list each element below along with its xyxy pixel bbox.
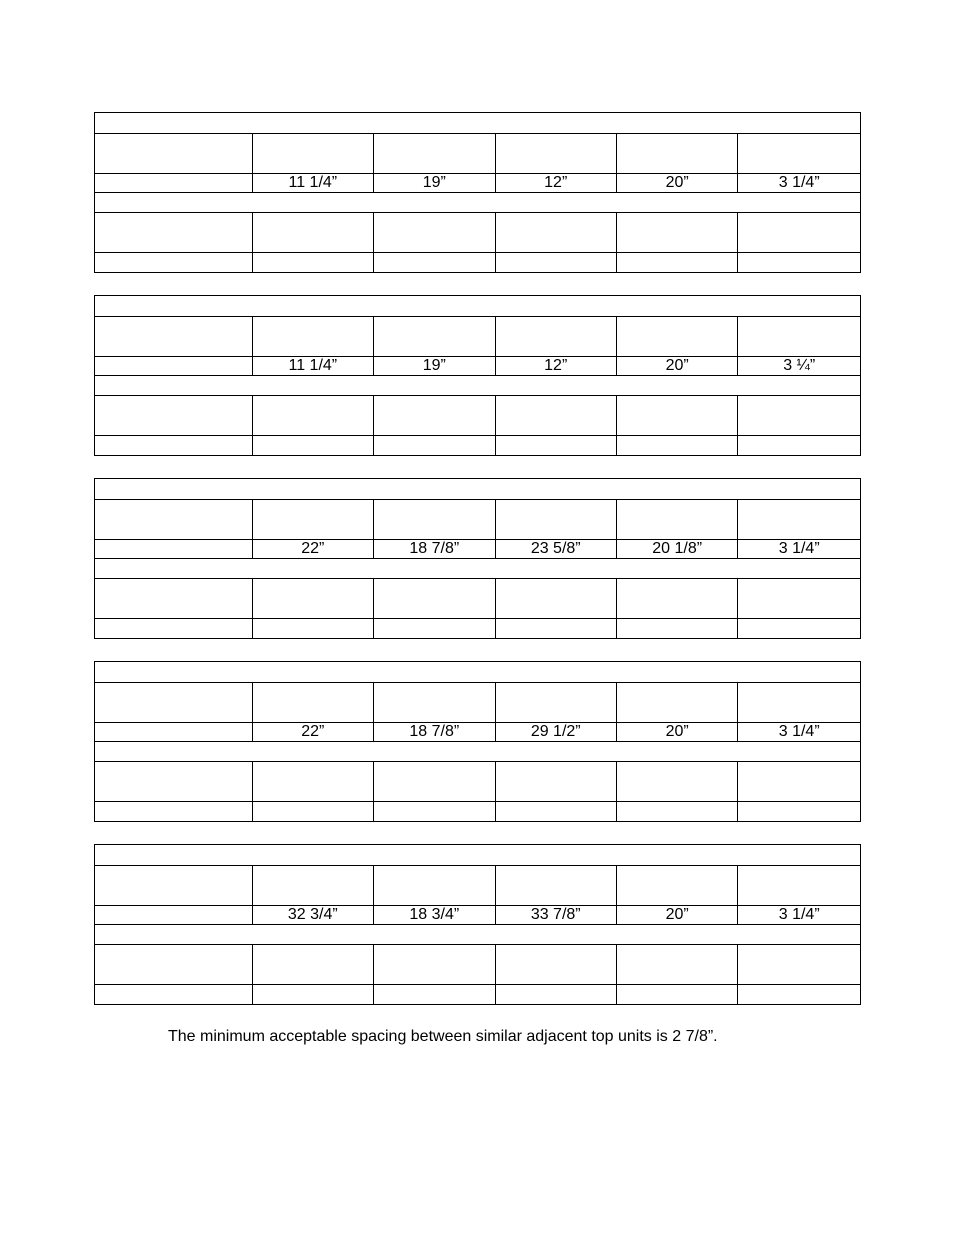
table-cell [95,213,253,253]
dimension-cell [95,540,253,559]
table-row [95,619,861,639]
table-cell [252,436,373,456]
table-row [95,579,861,619]
table-cell [738,945,861,985]
table-cell [95,762,253,802]
dimension-cell: 18 7/8” [374,540,495,559]
table-cell [616,619,737,639]
dimension-cell: 19” [374,357,495,376]
table-cell [95,500,253,540]
table-cell [495,762,616,802]
table-cell [252,396,373,436]
table-cell [495,396,616,436]
table-cell [616,436,737,456]
table-cell [95,113,861,134]
table-row [95,802,861,822]
table-cell [738,317,861,357]
table-cell [374,436,495,456]
dimension-table-1 [94,112,861,273]
dimension-cell: 23 5/8” [495,540,616,559]
table-cell [495,579,616,619]
dimension-table-2 [94,295,861,456]
table-cell [738,579,861,619]
table-cell [616,866,737,906]
table-cell [495,619,616,639]
table-cell [495,134,616,174]
table-row [95,317,861,357]
table-cell [616,683,737,723]
dimension-table-5 [94,844,861,1005]
table-cell [738,213,861,253]
table-cell [616,945,737,985]
dimension-cell [95,723,253,742]
dimension-cell: 18 7/8” [374,723,495,742]
table-cell [495,253,616,273]
dimension-cell: 22” [252,540,373,559]
table-cell [374,253,495,273]
table-cell [252,802,373,822]
table-cell [738,683,861,723]
spacing-footnote: The minimum acceptable spacing between similar adjacent top units is 2 7/8”. [168,1028,718,1045]
table-cell [616,317,737,357]
table-cell [374,866,495,906]
dimension-cell: 3 1/4” [738,723,861,742]
table-cell [616,134,737,174]
table-cell [495,866,616,906]
table-cell [495,683,616,723]
table-cell [95,134,253,174]
table-cell [374,500,495,540]
table-cell [495,436,616,456]
table-cell [95,376,861,396]
table-header-row [95,479,861,500]
dimension-cell: 11 1/4” [252,174,373,193]
table-header-row [95,662,861,683]
table-cell [95,253,253,273]
table-subheader-row [95,193,861,213]
table-cell [495,500,616,540]
table-cell [374,619,495,639]
dimension-cell: 3 1/4” [738,174,861,193]
table-cell [738,619,861,639]
table-cell [616,253,737,273]
dimension-cell: 20 1/8” [616,540,737,559]
table-cell [252,500,373,540]
table-row [95,500,861,540]
dimension-cell: 3 1/4” [738,540,861,559]
table-cell [374,579,495,619]
dimension-cell: 32 3/4” [252,906,373,925]
table-cell [95,436,253,456]
table-cell [252,213,373,253]
table-cell [95,396,253,436]
table-cell [738,500,861,540]
dimension-cell: 20” [616,906,737,925]
table-subheader-row [95,559,861,579]
table-header-row [95,845,861,866]
table-cell [616,396,737,436]
dimension-cell: 33 7/8” [495,906,616,925]
table-cell [252,683,373,723]
table-cell [738,802,861,822]
dimension-cell: 18 3/4” [374,906,495,925]
dimensions-row [95,540,861,559]
table-header-row [95,296,861,317]
table-cell [616,579,737,619]
table-cell [495,945,616,985]
table-cell [95,579,253,619]
table-cell [95,193,861,213]
table-subheader-row [95,742,861,762]
table-cell [252,317,373,357]
table-cell [616,762,737,802]
table-cell [374,762,495,802]
dimensions-row [95,357,861,376]
table-cell [95,802,253,822]
table-cell [252,134,373,174]
table-cell [95,559,861,579]
table-row [95,945,861,985]
dimension-cell: 20” [616,174,737,193]
table-cell [95,619,253,639]
table-cell [374,134,495,174]
table-cell [95,296,861,317]
table-cell [738,762,861,802]
table-cell [95,317,253,357]
table-cell [374,213,495,253]
table-cell [738,985,861,1005]
table-cell [95,742,861,762]
table-cell [252,866,373,906]
dimension-table-3 [94,478,861,639]
table-subheader-row [95,376,861,396]
table-cell [374,802,495,822]
table-cell [252,253,373,273]
table-row [95,134,861,174]
table-cell [95,866,253,906]
table-row [95,762,861,802]
dimension-cell: 12” [495,357,616,376]
table-row [95,396,861,436]
table-cell [738,436,861,456]
dimensions-row [95,723,861,742]
table-row [95,683,861,723]
table-row [95,436,861,456]
dimension-cell: 20” [616,357,737,376]
table-cell [374,985,495,1005]
table-cell [495,802,616,822]
dimension-cell: 12” [495,174,616,193]
table-cell [616,802,737,822]
table-cell [616,985,737,1005]
table-cell [95,945,253,985]
table-cell [95,479,861,500]
table-cell [252,579,373,619]
dimension-cell: 11 1/4” [252,357,373,376]
dimension-cell: 29 1/2” [495,723,616,742]
table-cell [738,866,861,906]
dimension-cell [95,357,253,376]
table-row [95,866,861,906]
table-row [95,213,861,253]
table-cell [495,317,616,357]
table-cell [616,500,737,540]
table-cell [252,619,373,639]
table-cell [616,213,737,253]
dimension-cell: 22” [252,723,373,742]
table-cell [252,945,373,985]
table-cell [95,683,253,723]
dimension-cell: 3 ¼” [738,357,861,376]
table-cell [738,253,861,273]
table-cell [95,662,861,683]
dimension-cell [95,174,253,193]
table-row [95,253,861,273]
dimension-table-4 [94,661,861,822]
table-cell [495,985,616,1005]
table-cell [495,213,616,253]
table-cell [374,683,495,723]
table-cell [374,396,495,436]
dimensions-row [95,906,861,925]
dimension-cell: 19” [374,174,495,193]
table-cell [374,945,495,985]
table-cell [252,985,373,1005]
table-subheader-row [95,925,861,945]
table-cell [95,845,861,866]
table-cell [95,985,253,1005]
dimension-cell: 3 1/4” [738,906,861,925]
table-cell [252,762,373,802]
table-cell [738,396,861,436]
table-header-row [95,113,861,134]
table-row [95,985,861,1005]
table-cell [95,925,861,945]
dimension-cell [95,906,253,925]
dimension-cell: 20” [616,723,737,742]
dimensions-row [95,174,861,193]
table-cell [374,317,495,357]
table-cell [738,134,861,174]
